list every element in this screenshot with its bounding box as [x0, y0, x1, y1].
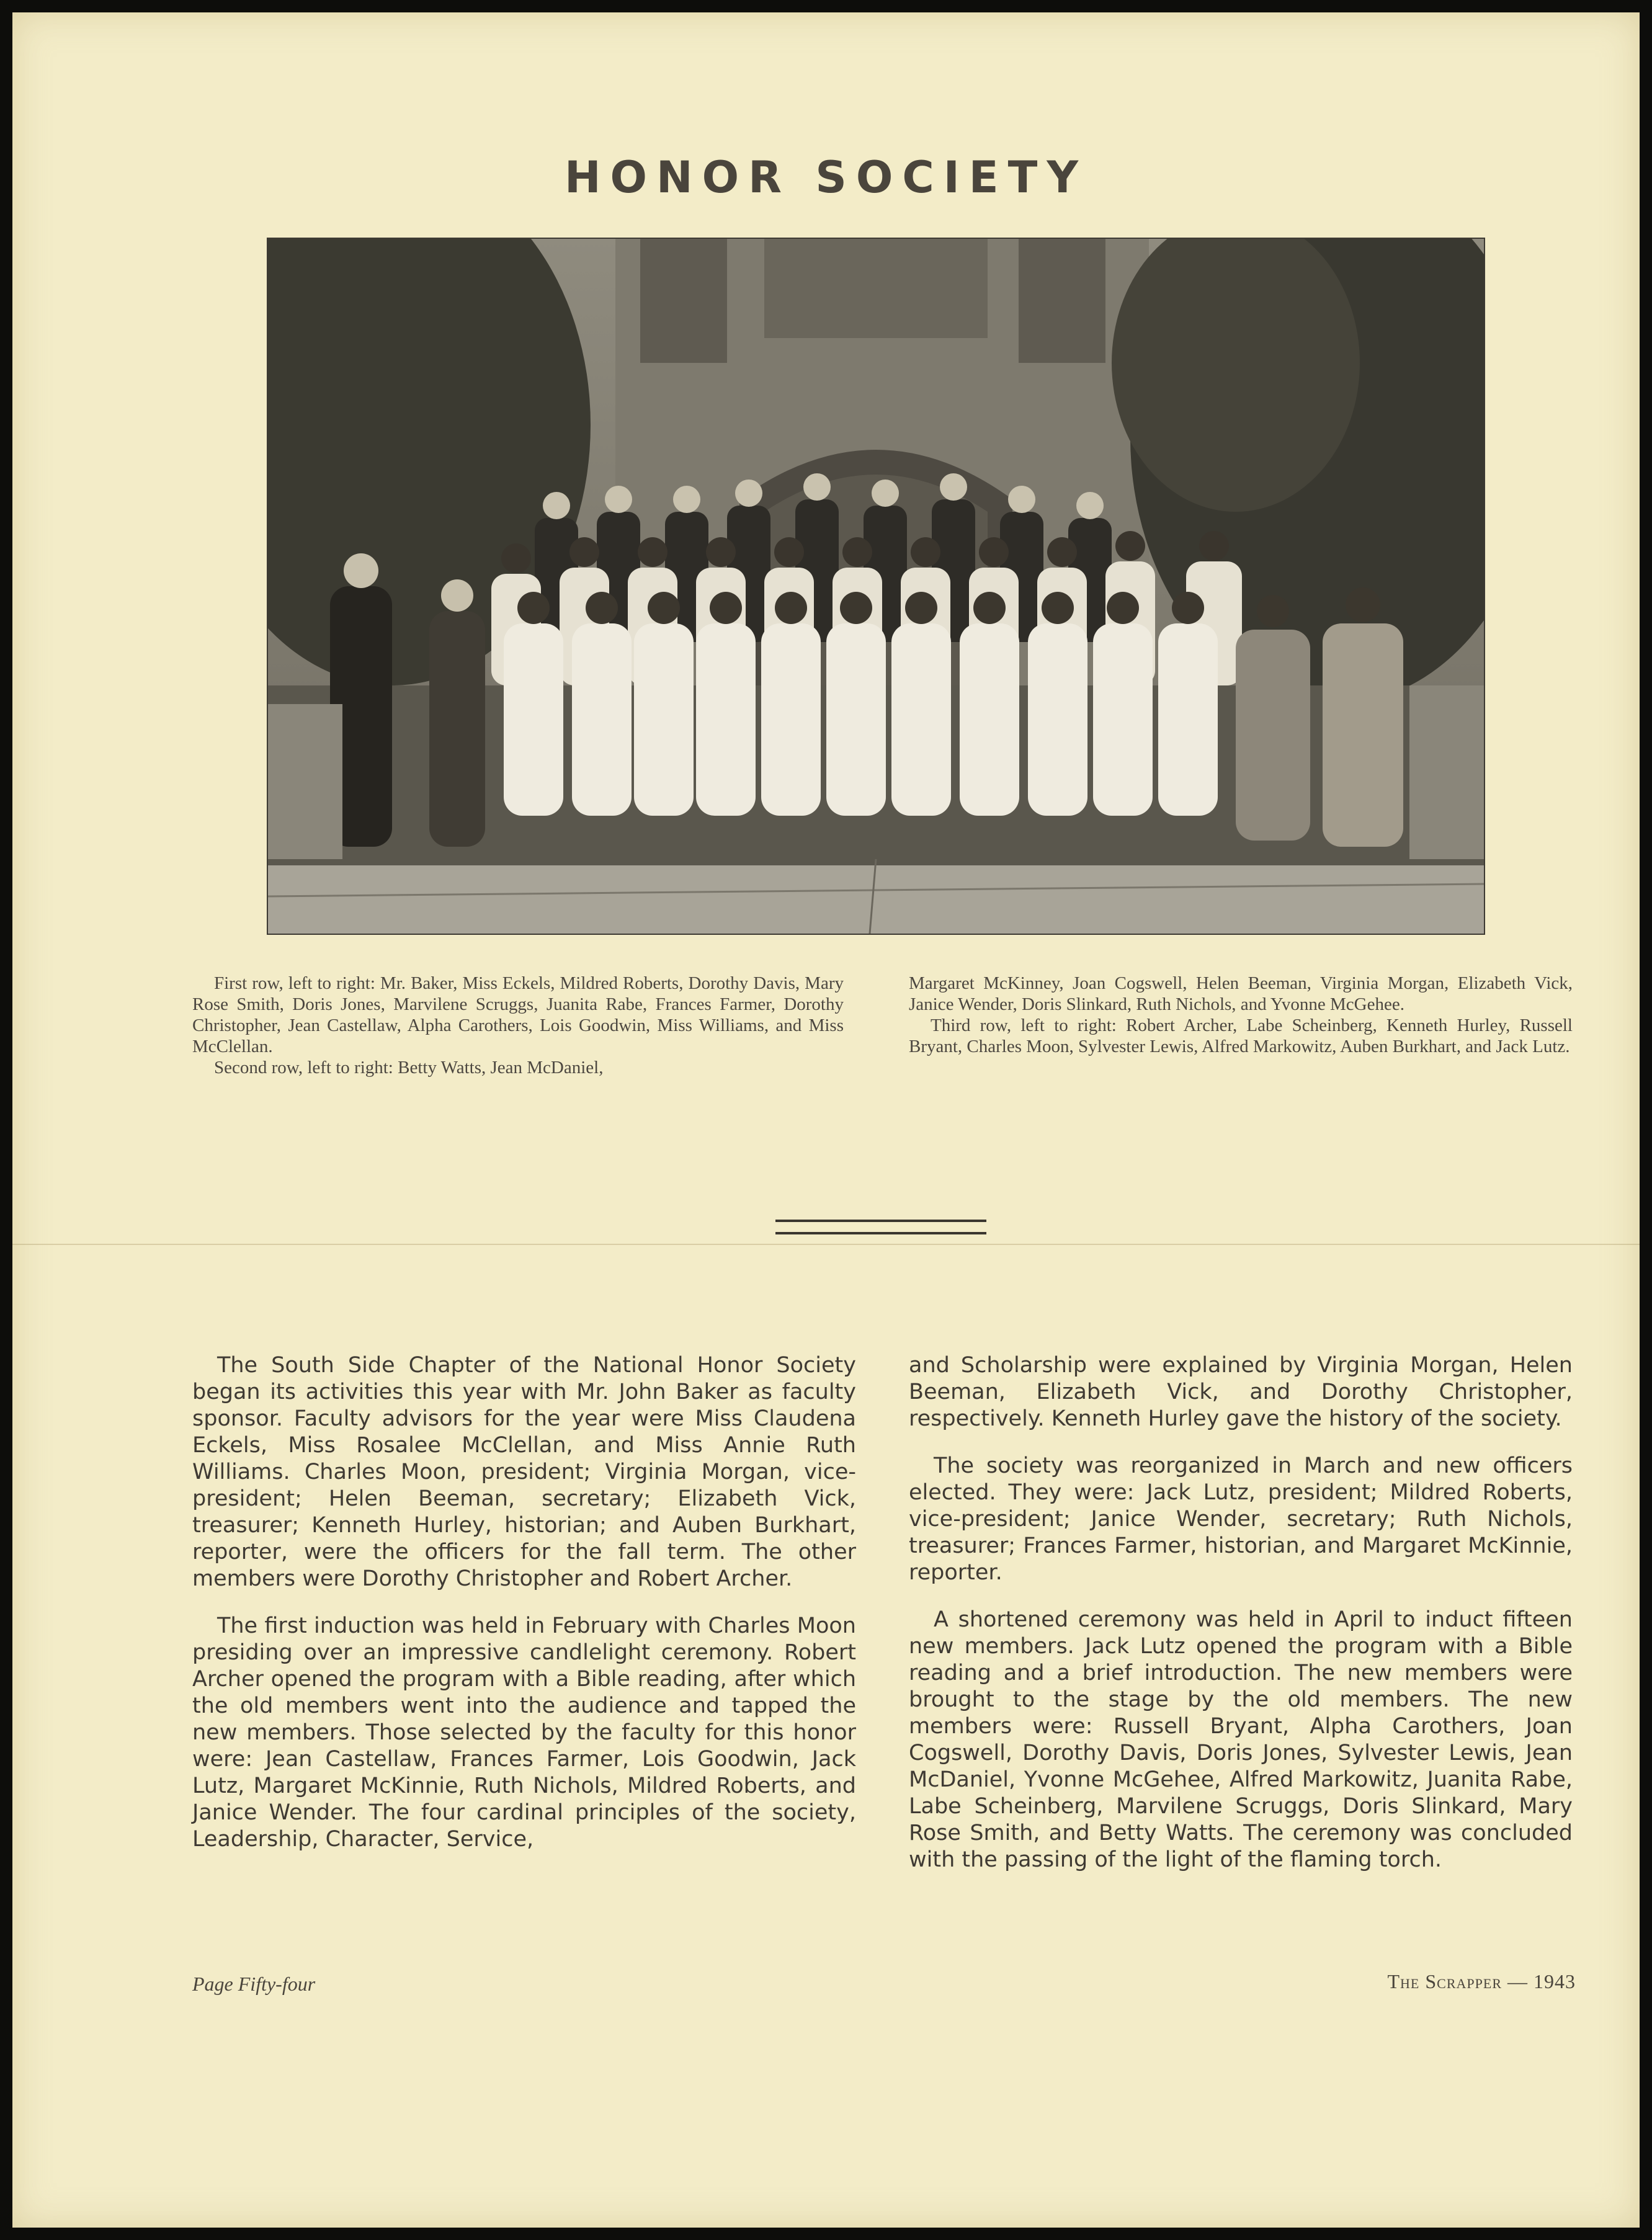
caption-second-row-end: Margaret McKinney, Joan Cogswell, Helen Beeman, Virginia Morgan, Elizabeth Vick, Janice Wender, Doris Slinkard, Ruth Nichols, and Yvonne McGehee. [909, 973, 1573, 1014]
article-paragraph: and Scholarship were explained by Virginia Morgan, Helen Beeman, Elizabeth Vick, and Dorothy Christopher, respectively. Kenneth Hurley gave the history of the society. [909, 1353, 1573, 1431]
divider-rule-bottom [775, 1232, 986, 1234]
article-paragraph: The South Side Chapter of the National Honor Society began its activities this year with Mr. John Baker as faculty sponsor. Faculty advisors for the year were Miss Claudena Eckels, Miss Rosalee McClellan, and Miss Annie Ruth Williams. Charles Moon, president; Virginia Morgan, vice-president; Helen Beeman, secretary; Elizabeth Vick, treasurer; Kenneth Hurley, historian; and Auben Burkhart, reporter, were the officers for the fall term. The other members were Dorothy Christopher and Robert Archer. [192, 1353, 856, 1591]
section-divider [775, 1220, 986, 1236]
photo-caption-right [909, 973, 1573, 1057]
page-fold [12, 1244, 1640, 1245]
page-number: Page Fifty-four [192, 1973, 316, 1995]
article-paragraph: A shortened ceremony was held in April to induct fifteen new members. Jack Lutz opened the program with a Bible reading and a brief introduction. The new members were brought to the stage by the old members. The new members were: Russell Bryant, Alpha Carothers, Joan Cogswell, Dorothy Davis, Doris Jones, Sylvester Lewis, Jean McDaniel, Yvonne McGehee, Alfred Markowitz, Juanita Rabe, Labe Scheinberg, Marvilene Scruggs, Doris Slinkard, Mary Rose Smith, and Betty Watts. The ceremony was concluded with the passing of the light of the flaming torch. [909, 1607, 1573, 1872]
group-photo-image [268, 239, 1484, 934]
page-title: HONOR SOCIETY [564, 152, 1088, 203]
article-column-right [909, 1352, 1573, 1894]
yearbook-page [12, 12, 1640, 2228]
caption-second-row-start: Second row, left to right: Betty Watts, Jean McDaniel, [214, 1058, 604, 1078]
group-photo [267, 238, 1485, 935]
article-column-left [192, 1352, 856, 1873]
photo-caption-left [192, 973, 844, 1078]
publication-name: The Scrapper — 1943 [1387, 1970, 1576, 1992]
divider-rule-top [775, 1220, 986, 1222]
caption-third-row: Third row, left to right: Robert Archer, Labe Scheinberg, Kenneth Hurley, Russell Bryant, Charles Moon, Sylvester Lewis, Alfred Markowitz, Auben Burkhart, and Jack Lutz. [909, 1015, 1573, 1056]
article-paragraph: The society was reorganized in March and new officers elected. They were: Jack Lutz, president; Mildred Roberts, vice-president; Janice Wender, secretary; Ruth Nichols, treasurer; Frances Farmer, historian, and Margaret McKinnie, reporter. [909, 1453, 1573, 1585]
article-paragraph: The first induction was held in February with Charles Moon presiding over an impressive candlelight ceremony. Robert Archer opened the program with a Bible reading, after which the old members went into the audience and tapped the new members. Those selected by the faculty for this honor were: Jean Castellaw, Frances Farmer, Lois Goodwin, Jack Lutz, Margaret McKinnie, Ruth Nichols, Mildred Roberts, and Janice Wender. The four cardinal principles of the society, Leadership, Character, Service, [192, 1613, 856, 1852]
caption-first-row: First row, left to right: Mr. Baker, Miss Eckels, Mildred Roberts, Dorothy Davis, Mary Rose Smith, Doris Jones, Marvilene Scruggs, Juanita Rabe, Frances Farmer, Dorothy Christopher, Jean Castellaw, Alpha Carothers, Lois Goodwin, Miss Williams, and Miss McClellan. [192, 973, 844, 1056]
